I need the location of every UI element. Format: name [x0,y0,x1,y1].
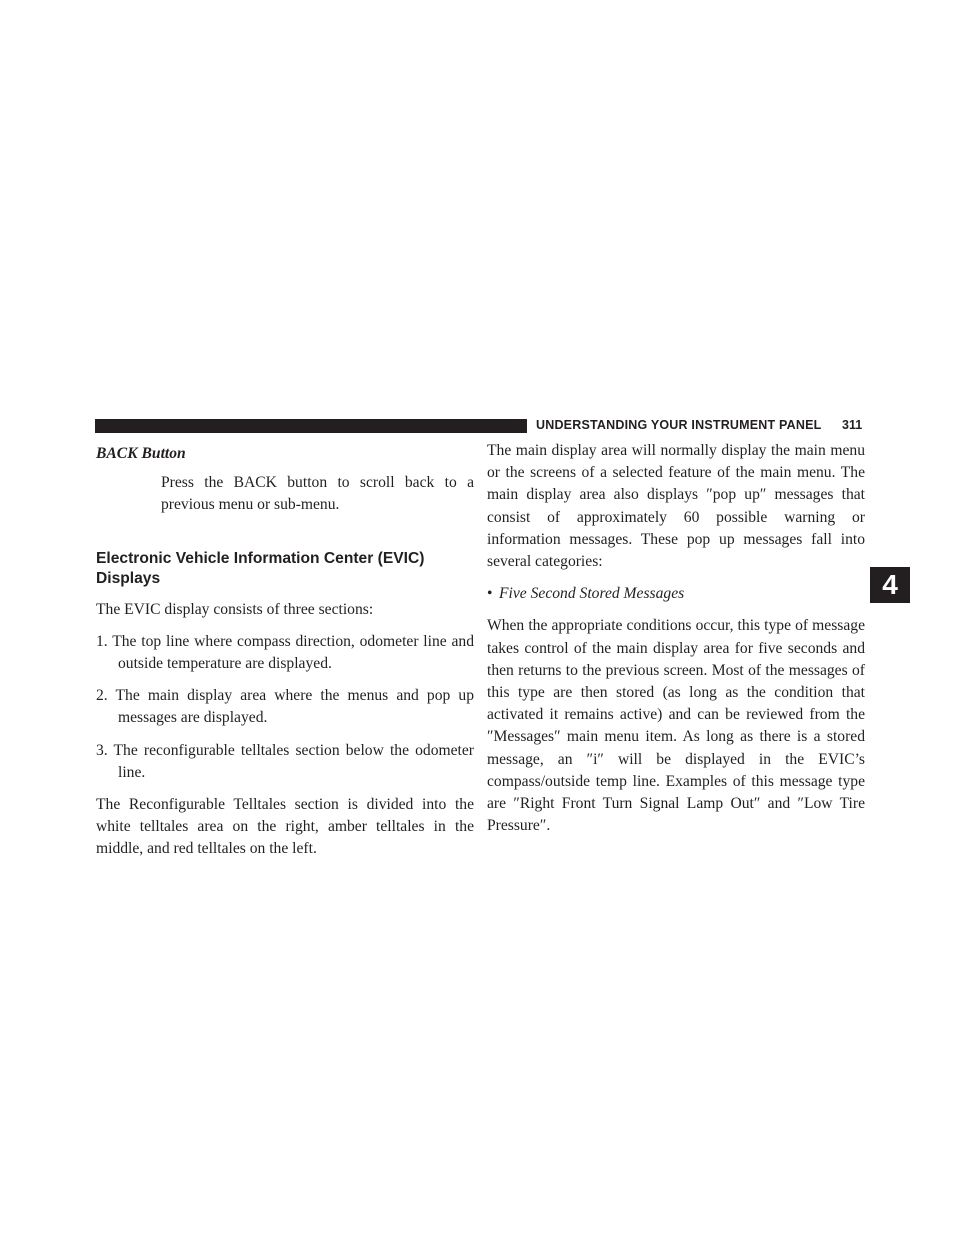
bullet-icon: • [487,585,493,603]
list-item-text: The reconfigurable telltales section below the odometer line. [113,741,474,781]
list-item [96,685,474,729]
list-item [96,631,474,675]
list-item-text: The main display area where the menus and pop up messages are displayed. [115,687,474,727]
evic-displays-heading [96,549,474,589]
back-button-heading: BACK Button [96,445,186,462]
evic-heading-line1: Electronic Vehicle Information Center (EVIC) [96,549,425,567]
left-column [96,440,474,861]
evic-heading-line2: Displays [96,569,161,587]
back-button-description: Press the BACK button to scroll back to a previous menu or sub-menu. [161,474,474,514]
header-rule [95,419,527,433]
evic-intro: The EVIC display consists of three sections: [96,600,374,618]
list-item-number: 2. [96,687,108,705]
running-header: UNDERSTANDING YOUR INSTRUMENT PANEL [536,418,822,432]
bullet-text: Five Second Stored Messages [499,585,685,603]
main-display-paragraph: The main display area will normally display the main menu or the screens of a selected feature of the main menu. The main display area also displays ″pop up″ messages that consist of approximately 60 possible warning or information messages. These pop up messages fall into several categories: [487,442,865,571]
stored-messages-paragraph: When the appropriate conditions occur, this type of message takes control of the main display area for five seconds and then returns to the previous screen. Most of the messages of this type are then stored (as long as the condition that activated it remains active) and can be reviewed from the ″Messages″ main menu item. As long as there is a stored message, an ″i″ will be displayed in the EVIC’s compass/outside temp line. Examples of this message type are ″Right Front Turn Signal Lamp Out″ and ″Low Tire Pressure″. [487,617,865,835]
telltales-paragraph: The Reconfigurable Telltales section is divided into the white telltales area on the right, amber telltales in the middle, and red telltales on the left. [96,796,474,858]
chapter-tab: 4 [870,567,910,603]
list-item-number: 3. [96,741,108,759]
page-number: 311 [842,418,863,432]
bullet-item [487,583,865,605]
list-item-text: The top line where compass direction, odometer line and outside temperature are displayed. [112,632,474,673]
right-column [487,440,865,837]
list-item [96,740,474,784]
list-item-number: 1. [96,632,108,650]
